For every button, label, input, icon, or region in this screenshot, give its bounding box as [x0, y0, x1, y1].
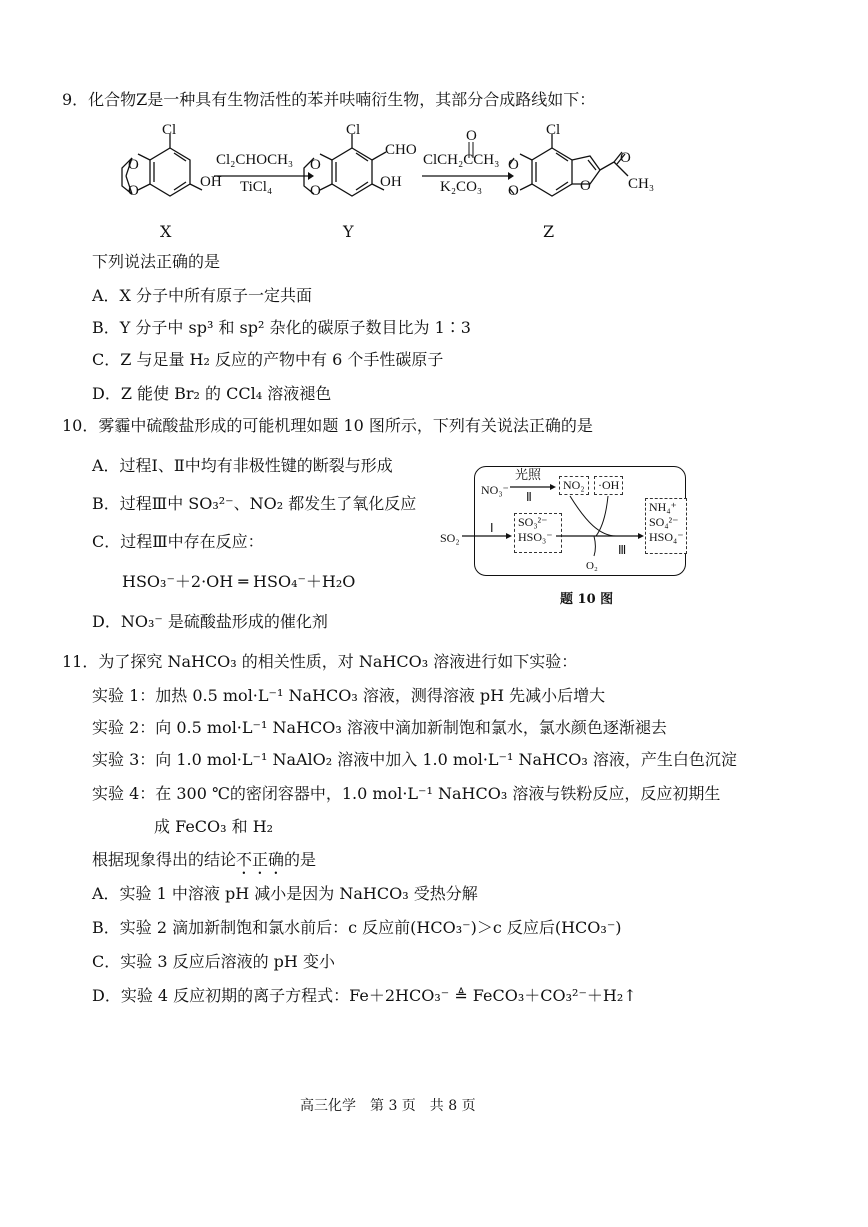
x-oh: OH — [200, 174, 222, 190]
z-o1: O — [508, 157, 519, 173]
q11-stem: 11．为了探究 NaHCO₃ 的相关性质，对 NaHCO₃ 溶液进行如下实验： — [62, 652, 578, 671]
y-cho: CHO — [385, 142, 417, 158]
fig-so4: SO₄²⁻ — [649, 515, 679, 529]
x-o2: O — [128, 183, 139, 199]
q11-prompt — [92, 850, 316, 878]
q9-option-b: B．Y 分子中 sp³ 和 sp² 杂化的碳原子数目比为 1∶3 — [92, 318, 471, 337]
fig-product-box — [645, 498, 687, 554]
y-o2: O — [310, 183, 321, 199]
label-z: Z — [543, 222, 555, 241]
q11-exp-4: 实验 4：在 300 ℃的密闭容器中，1.0 mol·L⁻¹ NaHCO₃ 溶液与铁粉反应，反应初期生 — [92, 784, 721, 803]
q11-prompt-post: 的是 — [284, 850, 317, 869]
y-cl: Cl — [346, 122, 361, 138]
fig-step2: Ⅱ — [526, 490, 532, 504]
fig-hso3: HSO₃⁻ — [518, 530, 553, 544]
fig-so2: SO₂ — [440, 531, 460, 545]
fig-sulfite-box — [514, 513, 562, 553]
fig-no2-box: NO₂ — [559, 476, 589, 495]
z-carbonyl-o: O — [620, 150, 631, 166]
y-oh: OH — [380, 174, 402, 190]
fig-o2: O₂ — [586, 560, 598, 572]
q9-prompt: 下列说法正确的是 — [92, 252, 221, 271]
reagent2-top: ClCH₂CCH₃ — [423, 152, 500, 168]
z-o2: O — [508, 183, 519, 199]
z-furan-o: O — [580, 178, 591, 194]
q11-exp-4-cont: 成 FeCO₃ 和 H₂ — [154, 817, 274, 836]
fig-caption: 题 10 图 — [560, 592, 614, 607]
x-o1: O — [128, 157, 139, 173]
q9-option-c: C．Z 与足量 H₂ 反应的产物中有 6 个手性碳原子 — [92, 350, 444, 369]
q10-option-c: C．过程Ⅲ中存在反应： — [92, 532, 264, 551]
x-cl: Cl — [162, 122, 177, 138]
q11-option-b: B．实验 2 滴加新制饱和氯水前后：c 反应前(HCO₃⁻)＞c 反应后(HCO₃⁻) — [92, 918, 622, 937]
y-o1: O — [310, 157, 321, 173]
q11-exp-1: 实验 1：加热 0.5 mol·L⁻¹ NaHCO₃ 溶液，测得溶液 pH 先减小后增大 — [92, 686, 606, 705]
z-ch3: CH₃ — [628, 176, 655, 192]
q9-option-a: A．X 分子中所有原子一定共面 — [92, 286, 313, 305]
label-x: X — [160, 222, 172, 241]
q9-stem: 9．化合物Z是一种具有生物活性的苯并呋喃衍生物，其部分合成路线如下： — [62, 90, 596, 109]
reagent2-bottom: K₂CO₃ — [440, 179, 483, 195]
q11-option-d: D．实验 4 反应初期的离子方程式：Fe＋2HCO₃⁻ ≜ FeCO₃＋CO₃²⁻＋H₂↑ — [92, 986, 637, 1005]
fig-so3: SO₃²⁻ — [518, 515, 548, 529]
fig-hso4: HSO₄⁻ — [649, 530, 684, 544]
page-footer: 高三化学 第 3 页 共 8 页 — [300, 1098, 476, 1114]
q10-option-a: A．过程Ⅰ、Ⅱ中均有非极性键的断裂与形成 — [92, 456, 393, 475]
q10-option-b: B．过程Ⅲ中 SO₃²⁻、NO₂ 都发生了氧化反应 — [92, 494, 417, 513]
fig-arrow-1 — [462, 532, 512, 540]
q11-exp-2: 实验 2：向 0.5 mol·L⁻¹ NaHCO₃ 溶液中滴加新制饱和氯水，氯水颜色逐渐褪去 — [92, 718, 667, 737]
q10-equation: HSO₃⁻＋2·OH ═ HSO₄⁻＋H₂O — [122, 572, 356, 591]
q11-option-c: C．实验 3 反应后溶液的 pH 变小 — [92, 952, 335, 971]
fig-nh4: NH₄⁺ — [649, 500, 677, 514]
fig-light: 光照 — [515, 467, 542, 482]
q11-option-a: A．实验 1 中溶液 pH 减小是因为 NaHCO₃ 受热分解 — [92, 884, 478, 903]
reagent1-bottom: TiCl₄ — [240, 179, 273, 195]
fig-arrow-2 — [510, 483, 556, 491]
z-cl: Cl — [546, 122, 561, 138]
fig-step1: Ⅰ — [490, 521, 494, 535]
q11-exp-3: 实验 3：向 1.0 mol·L⁻¹ NaAlO₂ 溶液中加入 1.0 mol·L⁻¹ NaHCO₃ 溶液，产生白色沉淀 — [92, 750, 737, 769]
fig-no3: NO₃⁻ — [481, 483, 509, 497]
label-y: Y — [343, 222, 354, 241]
reagent1-top: Cl₂CHOCH₃ — [216, 152, 294, 168]
q10-option-d: D．NO₃⁻ 是硫酸盐形成的催化剂 — [92, 612, 328, 631]
fig-oh-box: ·OH — [594, 476, 623, 495]
reagent2-carbonyl-o: O — [466, 128, 477, 144]
fig-step3: Ⅲ — [618, 543, 627, 557]
q11-prompt-emph: 不正确 — [236, 850, 285, 869]
q11-prompt-pre: 根据现象得出的结论 — [92, 850, 237, 869]
fig-arrow-3 — [556, 492, 646, 562]
q10-stem: 10．雾霾中硫酸盐形成的可能机理如题 10 图所示，下列有关说法正确的是 — [62, 416, 593, 435]
q9-option-d: D．Z 能使 Br₂ 的 CCl₄ 溶液褪色 — [92, 384, 332, 403]
